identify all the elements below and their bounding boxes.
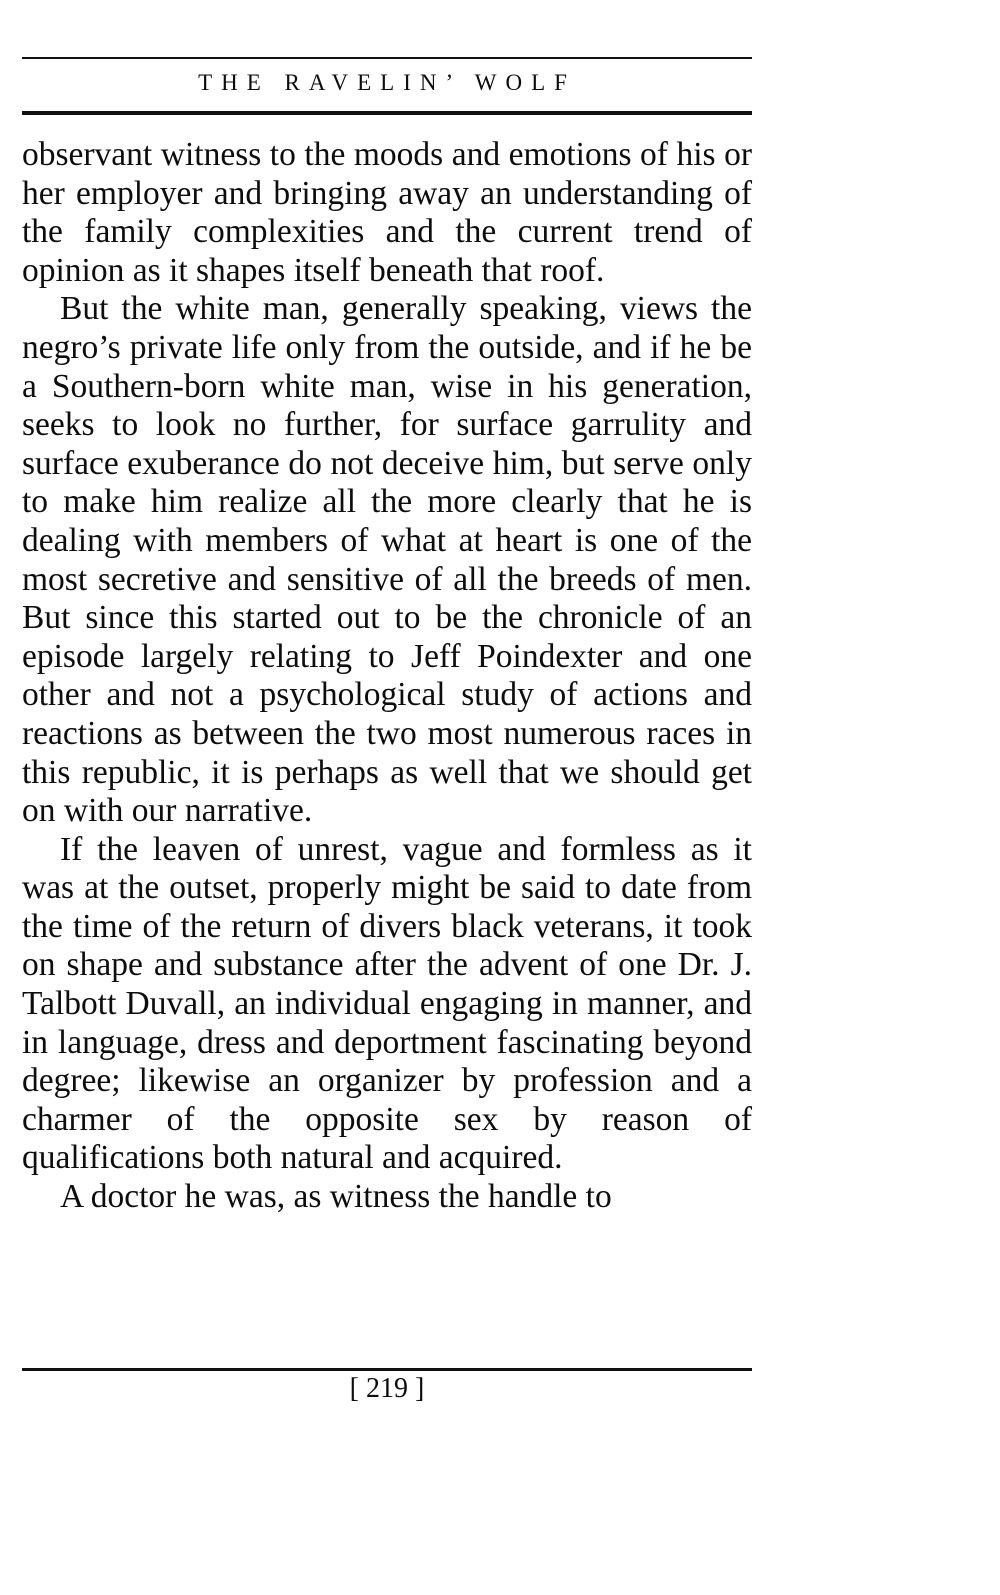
paragraph-4: A doctor he was, as witness the handle to <box>60 1178 612 1216</box>
running-title: THE RAVELIN’ WOLF <box>198 70 576 95</box>
top-rule <box>22 57 752 59</box>
body-text <box>22 136 752 1217</box>
paragraph-3: If the leaven of unrest, vague and formless as it was at the outset, properly might be said to date from the time of the return of divers black veterans, it took on shape and substance after the advent of one Dr. J. Talbott Duvall, an individual engaging in manner, and in language, dress and deportment fascinating beyond degree; likewise an organizer by profession and a charmer of the opposite sex by reason of qualifications both natural and acquired. <box>22 830 752 1177</box>
page-number: [ 219 ] <box>349 1373 425 1404</box>
header-rule <box>22 111 752 115</box>
paragraph-2: But the white man, generally speaking, views the negro’s private life only from the outside, and if he be a Southern-born white man, wise in his generation, seeks to look no further, for surface garrulity and surface exuberance do not deceive him, but serve only to make him realize all the more clearly that he is dealing with members of what at heart is one of the most secretive and sensitive of all the breeds of men. But since this started out to be the chronicle of an episode largely relating to Jeff Poindexter and one other and not a psychological study of actions and reactions as between the two most numerous races in this republic, it is perhaps as well that we should get on with our narrative. <box>22 290 752 830</box>
paragraph-1: observant witness to the moods and emotions of his or her employer and bringing away an understanding of the family complexities and the current trend of opinion as it shapes itself beneath that roof. <box>22 136 752 289</box>
footer-rule <box>22 1368 752 1371</box>
